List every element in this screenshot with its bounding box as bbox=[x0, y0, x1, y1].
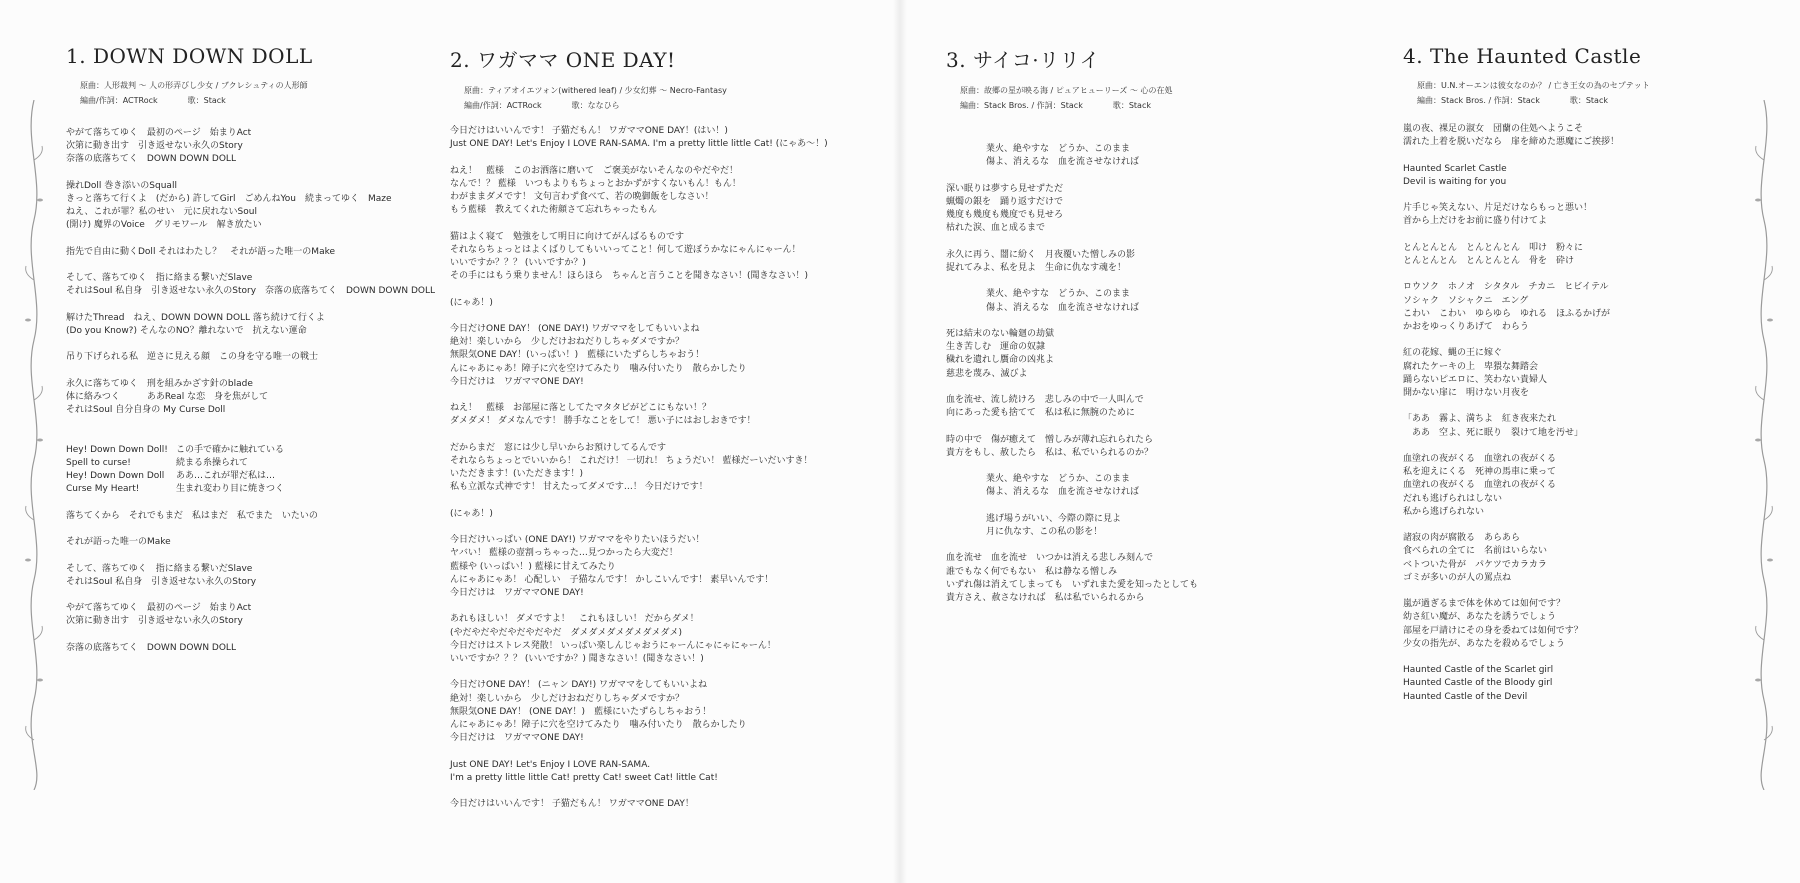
lyric-line bbox=[1403, 651, 1650, 664]
lyric-line bbox=[1403, 268, 1650, 281]
lyric-line: やがて落ちてゆく 最初のページ 始まりAct bbox=[66, 603, 252, 614]
lyric-line: 開かない扉に 明けない月夜を bbox=[1403, 387, 1530, 398]
lyric-line bbox=[946, 500, 1198, 513]
lyric-line: 生き苦しむ 運命の奴隷 bbox=[946, 342, 1046, 353]
arrange-vocal-credit bbox=[1417, 93, 1650, 108]
lyric-line: あれもほしい！ ダメですよ！ これもほしい！ だからダメ！ bbox=[450, 614, 699, 625]
song-credits bbox=[960, 83, 1198, 113]
lyric-line bbox=[66, 549, 435, 562]
lyric-line: 傷よ、消えるな 血を流させなければ bbox=[986, 157, 1140, 168]
lyric-line: 血塗れの夜がくる 血塗れの夜がくる bbox=[1403, 453, 1557, 464]
lyric-line: 解けたThread ねえ、DOWN DOWN DOLL 落ち続けて行くよ bbox=[66, 312, 325, 323]
lyric-line bbox=[1403, 189, 1650, 202]
lyric-line bbox=[450, 495, 828, 508]
lyric-line: それはSoul 私自身 引き返せない永久のStory bbox=[66, 576, 257, 587]
lyric-line: 吊り下げられる私 逆さに見える顔 この身を守る唯一の戦士 bbox=[66, 352, 319, 363]
lyric-line: そして、落ちてゆく 指に絡まる繋いだSlave bbox=[66, 563, 253, 574]
lyric-line bbox=[450, 600, 828, 613]
song-title: 4. The Haunted Castle bbox=[1403, 44, 1642, 68]
arrange-credit: 編曲/作詞：ACTRock bbox=[464, 101, 542, 110]
vocal-credit: 歌：Stack bbox=[1112, 101, 1151, 110]
lyric-line: 時の中で 傷が癒えて 憎しみが薄れ忘れられたら bbox=[946, 434, 1154, 445]
lyric-line: Devil is waiting for you bbox=[1403, 176, 1507, 187]
lyric-line bbox=[946, 130, 1198, 143]
lyric-line: 月に仇なす、この私の影を！ bbox=[986, 526, 1103, 537]
lyric-line bbox=[66, 417, 435, 430]
lyric-line: Haunted Castle of the Devil bbox=[1403, 691, 1528, 702]
lyric-line: 腐れたケーキの上 卑猥な舞踏会 bbox=[1403, 361, 1539, 372]
lyric-line bbox=[66, 470, 435, 483]
lyric-line: 逃げ場うがいい、今際の際に見よ bbox=[986, 513, 1122, 524]
lyric-line bbox=[66, 431, 435, 444]
lyric-line: (Do you Know?) そんなのNO？離れないで 抗えない運命 bbox=[66, 325, 307, 336]
lyric-line: 嵐が過ぎるまで体を休めては如何です？ bbox=[1403, 599, 1566, 610]
lyric-line: とんとんとん とんとんとん 骨を 砕け bbox=[1403, 255, 1575, 266]
lyric-line: 濡れた上着を脱いだなら 扉を締めた悪魔にご挨拶！ bbox=[1403, 137, 1620, 148]
lyric-line: 業火、絶やすな どうか、このまま bbox=[986, 144, 1131, 155]
lyric-line: それはSoul 自分自身の My Curse Doll bbox=[66, 405, 226, 416]
lyric-line: Haunted Scarlet Castle bbox=[1403, 163, 1507, 174]
lyric-line: んにゃあにゃあ！障子に穴を空けてみたり 噛み付いたり 散らかしたり bbox=[450, 363, 747, 374]
song-section-4 bbox=[1403, 44, 1650, 704]
lyric-line: ねえ！ 藍様 お部屋に落としてたマタタビがどこにもない！？ bbox=[450, 403, 712, 414]
lyric-line: Haunted Castle of the Bloody girl bbox=[1403, 678, 1553, 689]
lyric-line bbox=[450, 283, 828, 296]
lyric-line: 私も立派な式神です！ 甘えたってダメです…！ 今日だけです！ bbox=[450, 482, 708, 493]
lyric-line bbox=[450, 521, 828, 534]
song-credits bbox=[80, 78, 435, 108]
lyric-line: (にゃあ！) bbox=[450, 297, 493, 308]
lyric-line: 貴方さえ、赦さなければ 私は私でいられるから bbox=[946, 592, 1145, 603]
lyric-line bbox=[946, 236, 1198, 249]
lyric-line bbox=[946, 539, 1198, 552]
lyric-line: その手にはもう乗りません！ほらほら ちゃんと言うことを聞きなさい！(聞きなさい！) bbox=[450, 271, 809, 282]
lyric-line: 枯れた涙、血と成るまで bbox=[946, 223, 1046, 234]
lyric-line: 永久に再う、闇に紛く 月夜覆いた憎しみの影 bbox=[946, 249, 1136, 260]
lyric-line: ベトついた骨が パケツでカラカラ bbox=[1403, 559, 1547, 570]
lyric-line: 今日だけはいいんです！ 子猫だもん！ ワガママONE DAY！(はい！) bbox=[450, 126, 728, 136]
lyric-line: 片手じゃ笑えない、片足だけならもっと悪い！ bbox=[1403, 203, 1593, 214]
lyric-line: 慈悲を蔑み、滅びよ bbox=[946, 368, 1028, 379]
lyric-line: 指先で自由に動くDoll それはわたし？ それが語った唯一のMake bbox=[66, 246, 336, 257]
lyric-line: 絶対！楽しいから 少しだけおねだりしちゃダメですか？ bbox=[450, 693, 685, 704]
lyric-line: 今日だけは ワガママONE DAY! bbox=[450, 376, 584, 387]
lyric-line: 血を流せ 血を流せ いつかは消える悲しみ刻んで bbox=[946, 553, 1154, 564]
original-credit: 原曲：故郷の星が映る海 / ピュアヒューリーズ ～ 心の在処 bbox=[960, 86, 1173, 95]
lyric-line: だれも逃げられはしない bbox=[1403, 493, 1503, 504]
lyric-line: 踊らないピエロに、笑わない貴婦人 bbox=[1403, 374, 1548, 385]
lyric-line-right: 続まる糸操られて bbox=[176, 457, 249, 468]
lyric-line: いただきます！(いただきます！) bbox=[450, 469, 584, 480]
lyric-line: そして、落ちてゆく 指に絡まる繋いだSlave bbox=[66, 273, 253, 284]
lyric-line: んにゃあにゃあ！ 心配しい 子猫なんです！ かしこいんです！ 素早いんです！ bbox=[450, 574, 774, 585]
lyric-line-left: Hey! Down Down Doll! bbox=[66, 444, 168, 455]
lyric-line: ねえ、これが罪？私のせい 元に戻れないSoul bbox=[66, 207, 257, 218]
lyric-line: それならちょっとはよくばりしてもいいってこと！何して遊ぼうかなにゃんにゃーん！ bbox=[450, 244, 801, 255]
lyric-line: こわい こわい ゆらゆら ゆれる ほふるかげが bbox=[1403, 308, 1611, 319]
lyric-line: (にゃあ！) bbox=[450, 508, 493, 519]
lyric-line bbox=[66, 523, 435, 536]
lyric-line-left: Spell to curse! bbox=[66, 457, 131, 468]
original-credit: 原曲：U.N.オーエンは彼女なのか？ / 亡き王女の為のセプテット bbox=[1417, 81, 1650, 90]
lyric-line: 次第に動き出す 引き返せない永久のStory bbox=[66, 616, 243, 627]
lyric-line bbox=[66, 444, 435, 457]
lyric-line bbox=[946, 460, 1198, 473]
lyric-line: いいですか？？？ (いいですか？) bbox=[450, 258, 586, 268]
lyric-line-right: この手で確かに触れている bbox=[176, 444, 285, 455]
lyric-line-left: Hey! Down Down Doll bbox=[66, 471, 165, 482]
lyric-line: 今日だけは ワガママONE DAY! bbox=[450, 733, 584, 744]
lyric-line bbox=[1403, 334, 1650, 347]
lyric-line bbox=[450, 217, 828, 230]
lyric-line bbox=[66, 338, 435, 351]
lyric-line bbox=[450, 666, 828, 679]
arrange-credit: 編曲/作詞：ACTRock bbox=[80, 96, 158, 105]
lyrics-block bbox=[1403, 123, 1650, 704]
lyric-line bbox=[66, 167, 435, 180]
lyrics-block bbox=[946, 130, 1198, 605]
lyric-line bbox=[66, 589, 435, 602]
lyric-line: わがままダメです！ 文句言わず食べて、若の晩御飯をしなさい！ bbox=[450, 192, 714, 202]
lyric-line-right: ああ…これが罪だ私は… bbox=[176, 471, 276, 482]
lyric-line: ゴミが多いのが人の罵点ね bbox=[1403, 572, 1512, 583]
arrange-vocal-credit bbox=[960, 98, 1198, 113]
lyric-line bbox=[450, 310, 828, 323]
lyric-line: ねえ！ 藍様 このお洒落に磨いて ご褒美がないそんなのやだやだ！ bbox=[450, 165, 739, 176]
song-section-3 bbox=[946, 44, 1198, 605]
lyric-line bbox=[1403, 149, 1650, 162]
lyric-line: 嵐の夜、裸足の淑女 団蘭の住処へようこそ bbox=[1403, 124, 1584, 134]
lyric-line: (開け) 魔界のVoice グリモワール 解き放たい bbox=[66, 220, 262, 231]
vocal-credit: 歌：ななひら bbox=[571, 101, 620, 110]
lyric-line: 今日だけいっぱい (ONE DAY!) ワガママをやりたいほうだい！ bbox=[450, 535, 705, 546]
lyric-line: ああ 空よ、死に眠り 裂けて地を汚せ」 bbox=[1403, 427, 1584, 438]
lyric-line bbox=[1403, 519, 1650, 532]
lyric-line: 傷よ、消えるな 血を流させなければ bbox=[986, 302, 1140, 313]
lyric-line: 私を迎えにくる 死神の馬車に乗って bbox=[1403, 467, 1557, 478]
lyric-line: 幼さ紅い魔が、あなたを誘うでしょう bbox=[1403, 612, 1557, 623]
lyric-line bbox=[66, 497, 435, 510]
lyric-line-left: Curse My Heart! bbox=[66, 484, 140, 495]
lyric-line bbox=[66, 299, 435, 312]
lyric-line: 今日だけは ワガママONE DAY! bbox=[450, 587, 584, 598]
vine-ornament-left-icon bbox=[22, 100, 46, 790]
lyric-line: それならちょっとでいいから！ これだけ！ 一切れ！ ちょうだい！ 藍様だーいだいすき！ bbox=[450, 455, 813, 466]
lyric-line bbox=[946, 381, 1198, 394]
lyric-line bbox=[66, 629, 435, 642]
lyric-line: I'm a pretty little little Cat! pretty Cat! sweet Cat! little Cat! bbox=[450, 772, 718, 783]
lyric-line bbox=[946, 420, 1198, 433]
original-credit: 原曲：ティアオイエツォン(withered leaf) / 少女幻葬 ～ Necro-Fantasy bbox=[464, 86, 727, 95]
lyric-line: 今日だけはいいんです！ 子猫だもん！ ワガママONE DAY！ bbox=[450, 799, 694, 810]
lyric-line: 今日だけONE DAY！ (ONE DAY!) ワガママをしてもいいよね bbox=[450, 323, 700, 334]
lyric-line: 「ああ 霧よ、満ちよ 紅き夜来たれ bbox=[1403, 414, 1557, 425]
lyric-line: いいですか？？？ (いいですか？) 聞きなさい！(聞きなさい！) bbox=[450, 653, 704, 664]
lyric-line: 今日だけはストレス発散！ いっぱい楽しんじゃおうにゃーんにゃにゃにゃーん！ bbox=[450, 640, 776, 651]
lyric-line: Just ONE DAY! Let's Enjoy I LOVE RAN-SAMA. I'm a pretty little little Cat! (にゃあ～！) bbox=[450, 139, 828, 150]
lyric-line bbox=[450, 151, 828, 164]
lyric-line: 次第に動き出す 引き返せない永久のStory bbox=[66, 141, 243, 152]
lyric-line: 無限気ONE DAY！(いっぱい！) 藍様にいたずらしちゃおう！ bbox=[450, 350, 705, 361]
lyric-line: いずれ傷は消えてしまっても いずれまた愛を知ったとしても bbox=[946, 579, 1199, 590]
lyric-line bbox=[1403, 400, 1650, 413]
lyric-line bbox=[450, 785, 828, 798]
lyric-line: 藍様や (いっぱい！) 藍様に甘えてみたり bbox=[450, 561, 616, 572]
lyric-line: 血を流せ、流し続けろ 悲しみの中で一人叫んで bbox=[946, 394, 1144, 405]
lyric-line bbox=[66, 365, 435, 378]
lyric-line: 奈落の底落ちてく DOWN DOWN DOLL bbox=[66, 154, 236, 165]
lyric-line: 永久に落ちてゆく 刑を組みかざす針のblade bbox=[66, 378, 253, 389]
vocal-credit: 歌：Stack bbox=[187, 96, 226, 105]
lyric-line: なんで！？ 藍様 いつもよりもちょっとおかずがすくないもん！もん！ bbox=[450, 178, 741, 189]
arrange-vocal-credit bbox=[464, 98, 828, 113]
lyric-line: 絶対！楽しいから 少しだけおねだりしちゃダメですか？ bbox=[450, 337, 685, 348]
lyric-line: 今日だけONE DAY！ (ニャン DAY!) ワガママをしてもいいよね bbox=[450, 680, 708, 691]
lyric-line: 向にあった愛も捨てて 私は私に無腕のために bbox=[946, 408, 1135, 419]
page-fold bbox=[893, 0, 907, 883]
lyric-line bbox=[946, 315, 1198, 328]
lyric-line: 首から上だけをお前に盛り付けてよ bbox=[1403, 216, 1548, 227]
lyric-line bbox=[66, 457, 435, 470]
lyric-line: Just ONE DAY! Let's Enjoy I LOVE RAN-SAMA. bbox=[450, 759, 651, 770]
lyric-line: ロウソク ホノオ シタタル チカニ ヒビイテル bbox=[1403, 282, 1609, 293]
lyric-line: 紅の花嫁、蝿の王に嫁ぐ bbox=[1403, 348, 1503, 359]
lyric-line: 部屋を戸請けにその身を委ねては如何です？ bbox=[1403, 625, 1583, 636]
lyric-line: 私から逃げられない bbox=[1403, 506, 1485, 517]
lyric-line: やがて落ちてゆく 最初のページ 始まりAct bbox=[66, 128, 252, 138]
arrange-vocal-credit bbox=[80, 93, 435, 108]
arrange-credit: 編曲：Stack Bros. / 作詞：Stack bbox=[960, 101, 1083, 110]
lyric-line: 体に絡みつく ああReal な恋 身を焦がして bbox=[66, 391, 269, 402]
lyric-line: かおをゆっくりあげて わらう bbox=[1403, 321, 1529, 332]
lyric-line: ソシャク ソシャクニ エング bbox=[1403, 295, 1529, 306]
lyric-line: 業火、絶やすな どうか、このまま bbox=[986, 289, 1131, 300]
lyric-line: 深い眠りは夢すら見せずただ bbox=[946, 183, 1064, 194]
song-section-2 bbox=[450, 44, 828, 811]
lyric-line: んにゃあにゃあ！障子に穴を空けてみたり 噛み付いたり 散らかしたり bbox=[450, 719, 747, 730]
song-title: 2. ワガママ ONE DAY! bbox=[450, 48, 676, 72]
lyric-line bbox=[946, 275, 1198, 288]
lyric-line: 操れDoll 巻き添いのSquall bbox=[66, 180, 177, 191]
lyric-line: それはSoul 私自身 引き返せない永久のStory 奈落の底落ちてく DOWN DOWN DOLL bbox=[66, 286, 436, 297]
lyric-line: 血塗れの夜がくる 血塗れの夜がくる bbox=[1403, 480, 1557, 491]
lyric-line: だからまだ 窓には少し早いからお預けしてるんです bbox=[450, 442, 667, 453]
lyric-line bbox=[450, 745, 828, 758]
lyric-line: 傷よ、消えるな 血を流させなければ bbox=[986, 487, 1140, 498]
lyric-line: 業火、絶やすな どうか、このまま bbox=[986, 474, 1131, 485]
lyrics-block bbox=[66, 127, 435, 655]
song-title: 3. サイコ·リリイ bbox=[946, 48, 1100, 72]
lyric-line: 猫はよく寝て 勉強をして明日に向けてがんばるものです bbox=[450, 231, 685, 242]
lyric-line bbox=[946, 170, 1198, 183]
lyric-line: 諸寂の肉が腐散る あらあら bbox=[1403, 533, 1521, 544]
lyric-line: きっと落ちて行くよ (だから) 許してGirl ごめんねYou 続まってゆく Maze bbox=[66, 194, 392, 204]
song-title: 1. DOWN DOWN DOLL bbox=[66, 44, 313, 68]
song-credits bbox=[1417, 78, 1650, 108]
lyric-line bbox=[450, 429, 828, 442]
song-section-1 bbox=[66, 44, 435, 655]
lyric-line: 食べられの全てに 名前はいらない bbox=[1403, 546, 1548, 557]
vocal-credit: 歌：Stack bbox=[1569, 96, 1608, 105]
lyric-line: 無限気ONE DAY！ (ONE DAY！) 藍様にいたずらしちゃおう！ bbox=[450, 706, 712, 717]
lyrics-block bbox=[450, 125, 828, 811]
lyric-line: それが語った唯一のMake bbox=[66, 537, 171, 548]
lyric-line: 少女の指先が、あなたを殺めるでしょう bbox=[1403, 638, 1565, 649]
lyric-line: 奈落の底落ちてく DOWN DOWN DOLL bbox=[66, 642, 236, 653]
lyric-line: ダメダメ！ ダメなんです！ 勝手なことをして！ 悪い子にはおしおきです！ bbox=[450, 416, 756, 427]
vine-ornament-right-icon bbox=[1752, 100, 1776, 790]
lyric-line: とんとんとん とんとんとん 叩け 粉々に bbox=[1403, 242, 1584, 253]
song-credits bbox=[464, 83, 828, 113]
lyric-line: 幾度も幾度も幾度でも見せろ bbox=[946, 210, 1064, 221]
lyric-line: 死は結末のない輪廻の劫獄 bbox=[946, 328, 1055, 339]
lyric-line bbox=[1403, 229, 1650, 242]
lyric-line: Haunted Castle of the Scarlet girl bbox=[1403, 665, 1554, 676]
arrange-credit: 編曲：Stack Bros. / 作詞：Stack bbox=[1417, 96, 1540, 105]
original-credit: 原曲：人形裁判 ～ 人の形弄びし少女 / ブクレシュティの人形師 bbox=[80, 81, 308, 90]
lyric-line: 穢れを遺れし贋命の凶兆よ bbox=[946, 355, 1055, 366]
lyric-line bbox=[66, 259, 435, 272]
lyric-line bbox=[1403, 585, 1650, 598]
lyric-line bbox=[66, 233, 435, 246]
lyric-line bbox=[450, 389, 828, 402]
lyric-line bbox=[66, 483, 435, 496]
lyric-line: (やだやだやだやだやだやだ ダメダメダメダメダメダメ) bbox=[450, 627, 683, 638]
lyric-line: ヤバい！ 藍様の壺割っちゃった…見つかったら大変だ！ bbox=[450, 548, 678, 559]
lyric-line-right: 生まれ変わり目に焼きつく bbox=[176, 484, 285, 495]
lyric-line: 捉れてみよ、私を見よ 生命に仇なす魂を！ bbox=[946, 262, 1127, 273]
lyric-line bbox=[1403, 440, 1650, 453]
lyric-line: 貴方をもし、赦したら 私は、私でいられるのか？ bbox=[946, 447, 1154, 458]
lyric-line: 落ちてくから それでもまだ 私はまだ 私でまた いたいの bbox=[66, 510, 318, 521]
lyric-line: 誰でもなく何でもない 私は静なる憎しみ bbox=[946, 566, 1118, 577]
lyric-line: もう藍様 教えてくれた術顔さて忘れちゃったもん bbox=[450, 205, 658, 216]
lyric-line: 蝋燭の銀を 踊り返すだけで bbox=[946, 196, 1064, 207]
